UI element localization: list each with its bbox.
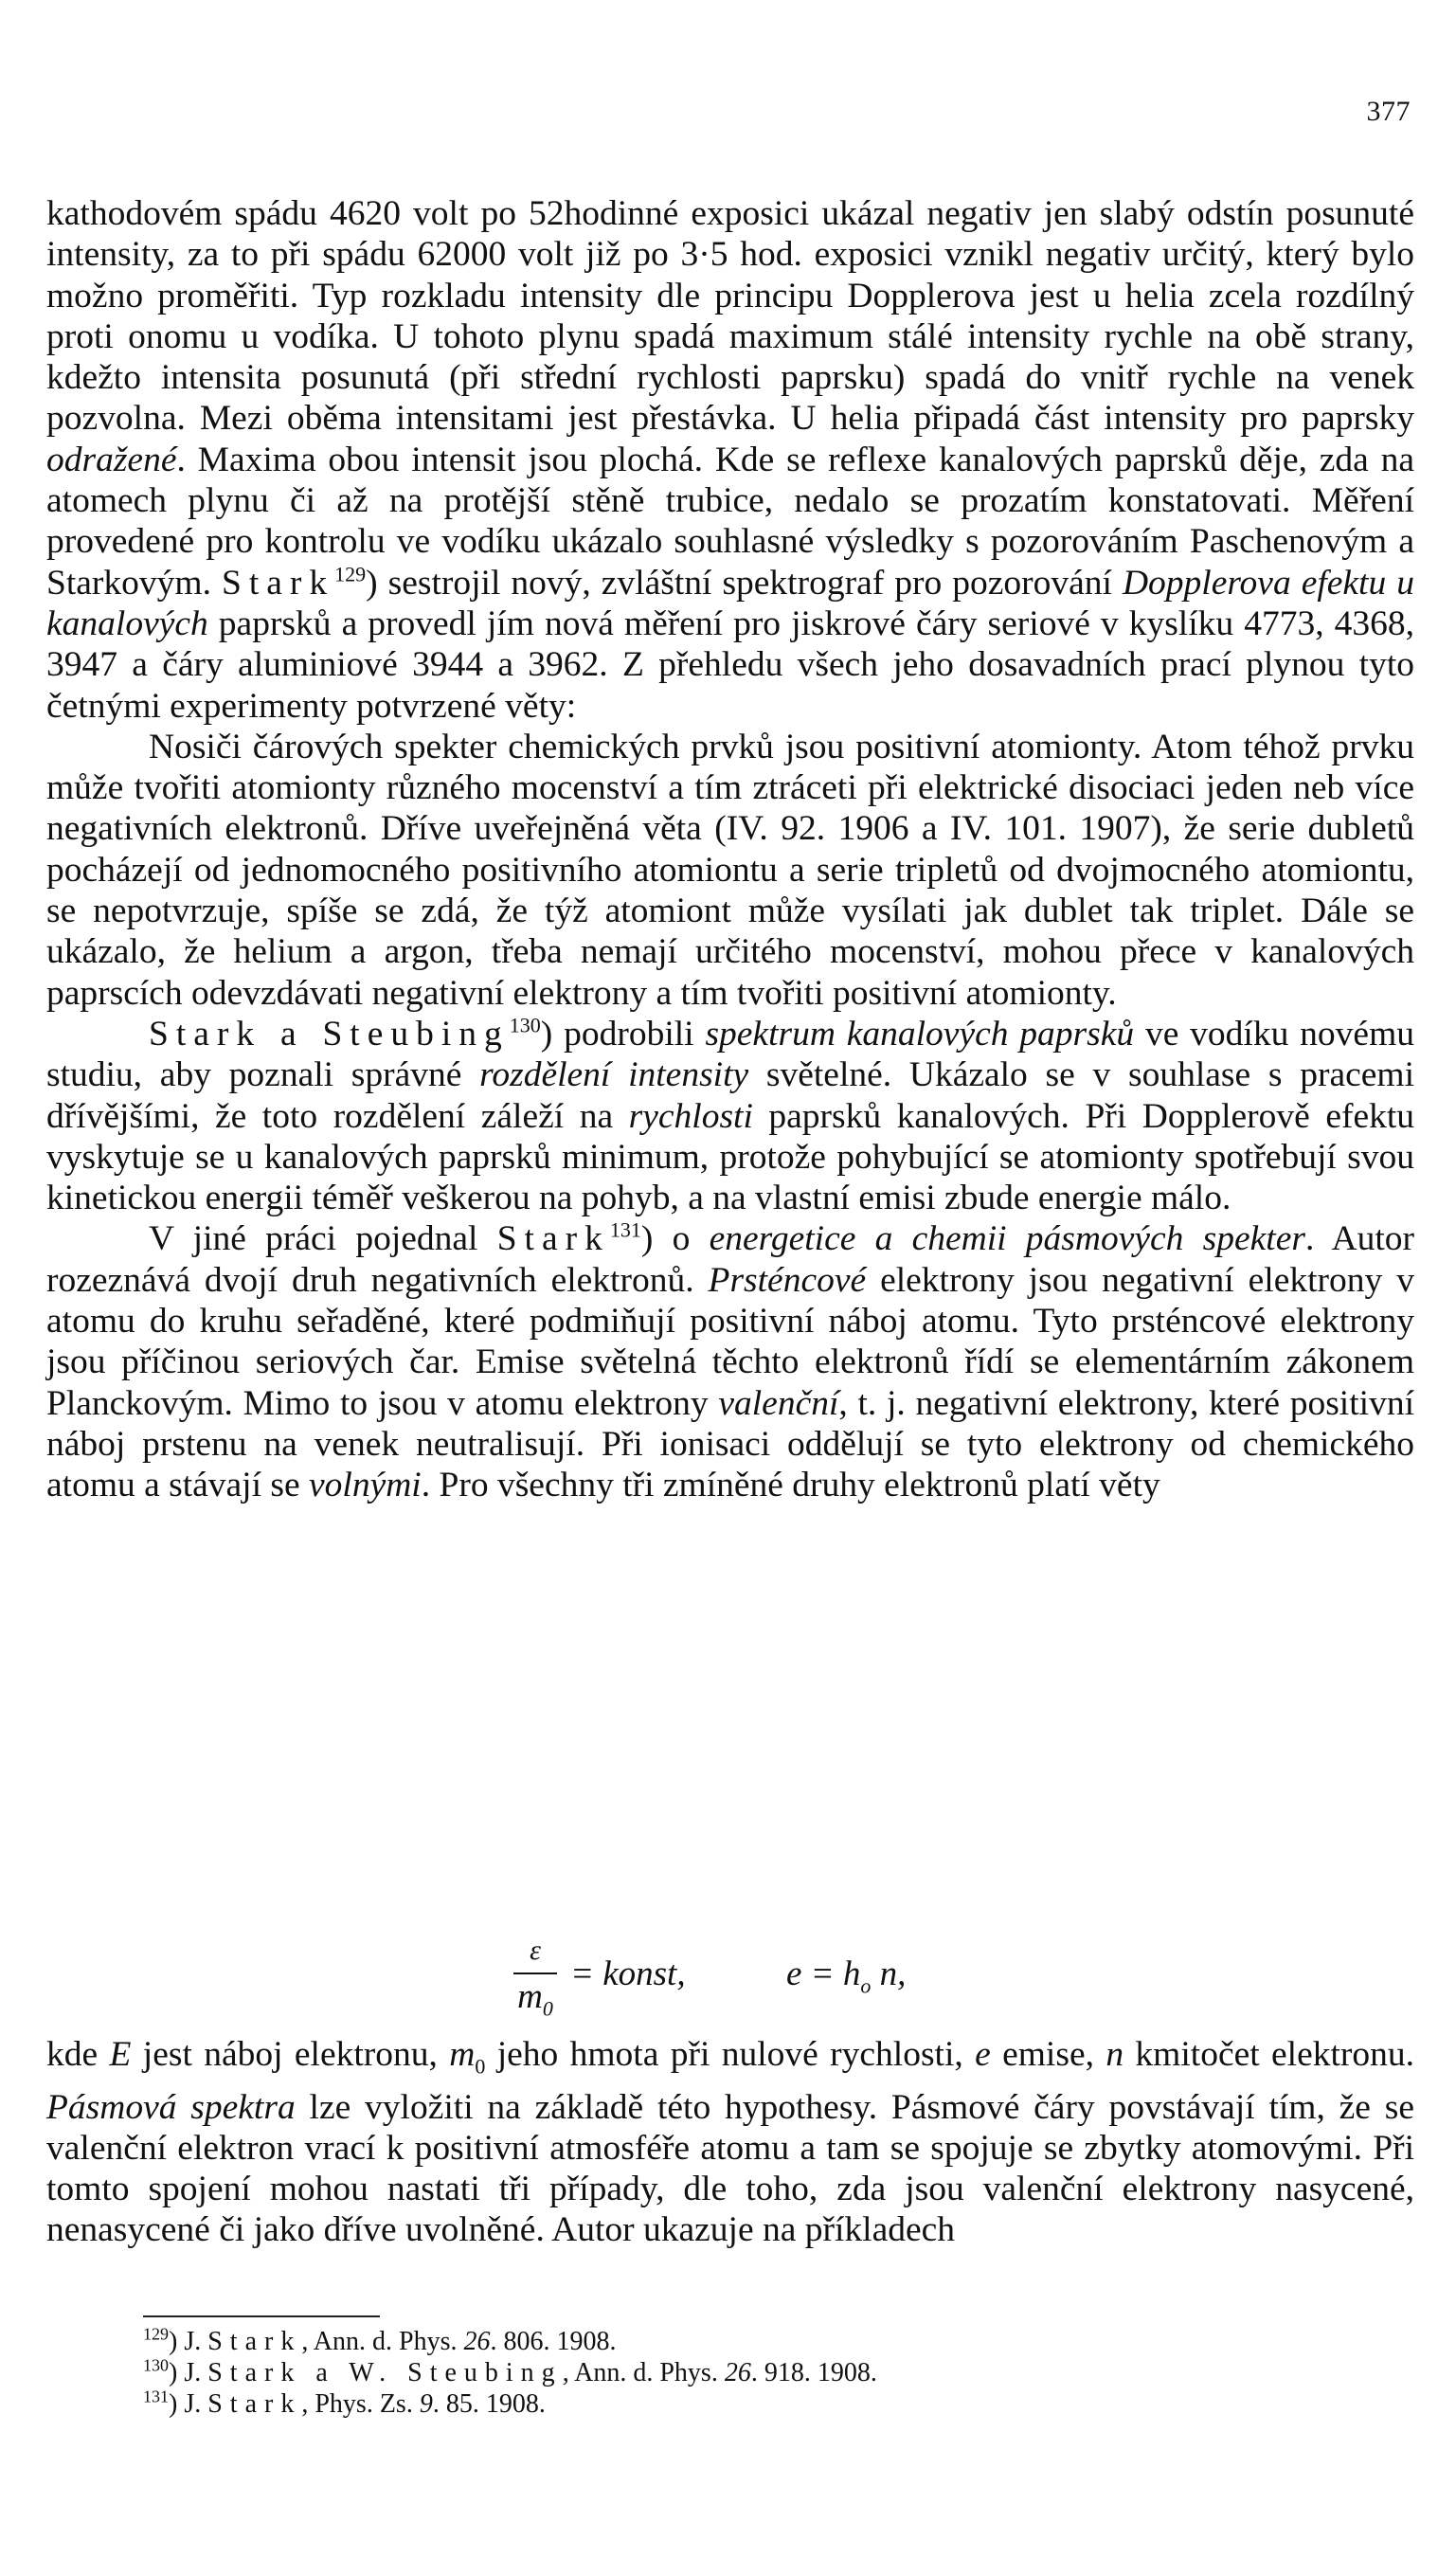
footnote-number: 130 (143, 2355, 169, 2375)
emphasis: Dopplerova efektu u kanalových (46, 563, 1414, 643)
emphasis: odražené (46, 440, 177, 479)
footnote-ref: 131 (609, 1217, 641, 1242)
emphasis: valenční (718, 1383, 839, 1423)
formula-subscript: o (860, 1973, 872, 1998)
emphasis: m (449, 2035, 476, 2074)
text-run: jeho hmota při nulové rychlosti, (485, 2035, 976, 2074)
footnote-text: ) J. (169, 2358, 208, 2387)
text-run: ve vodíku novému studiu, aby poznali správné (46, 1014, 1414, 1095)
formula-equation-2 (786, 1954, 906, 1998)
author-name: Stark (496, 1219, 610, 1259)
footnote-number: 131 (143, 2387, 169, 2406)
emphasis: e (975, 2035, 991, 2074)
footnote-author: Stark (207, 2327, 302, 2356)
paragraph-2: Nosiči čárových spekter chemických prvků jsou positivní atomionty. Atom téhož prvku může tvořiti atomionty různého mocenství a tím ztráceti při elektrické disociaci jeden neb více negativních elektronů. Dříve uveřejněná věta (IV. 92. 1906 a IV. 101. 1907), že serie dubletů pocházejí od jednomocného positivního atomiontu a serie tripletů od dvojmocného atomiontu, se nepotvrzuje, spíše se zdá, že týž atomiont může vysílati jak dublet tak triplet. Dále se ukázalo, že helium a argon, třeba nemají určitého mocenství, mohou přece v kanalových paprscích odevzdávati negativní elektrony a tím tvořiti positivní atomionty. (46, 727, 1414, 1013)
footnote-ref: 130 (509, 1013, 541, 1037)
footnote-text: , Ann. d. Phys. (562, 2358, 725, 2387)
footnote-number: 129 (143, 2324, 169, 2344)
text-run: emise, (990, 2035, 1106, 2074)
text-run: jest náboj elektronu, (131, 2035, 450, 2074)
footnote (143, 2357, 1375, 2388)
text-run: paprsků kanalových. Při Dopplerově efektu vyskytuje se u kanalových paprsků minimum, protože pohybující se atomionty spotřebují svou kinetickou energii téměř veškerou na pohyb, a na vlastní emisi zbude energie málo. (46, 1096, 1415, 1218)
footnotes (143, 2326, 1375, 2420)
footnote-volume: 26 (724, 2358, 751, 2387)
footnote (143, 2388, 1375, 2420)
footnote-ref: 129 (334, 562, 367, 586)
emphasis: energetice a chemii pásmových spekter (709, 1219, 1305, 1259)
fraction-bar (513, 1973, 557, 1974)
formula-part: e = h (786, 1955, 861, 1993)
paragraph-4 (46, 1218, 1414, 1505)
emphasis: spektrum kanalových paprsků (705, 1014, 1135, 1054)
text-run: . Autor rozeznává dvojí druh negativních elektronů. (46, 1219, 1414, 1300)
emphasis: Pásmová spektra (46, 2087, 296, 2127)
emphasis: volnými (309, 1466, 422, 1505)
text-run: . Pro všechny tři zmíněné druhy elektronů platí věty (421, 1466, 1160, 1505)
text-run: světelné. Ukázalo se v souhlase s pracemi dřívějšími, že toto rozdělení záleží na (46, 1055, 1415, 1136)
footnote-text: ) J. (169, 2389, 208, 2419)
paragraph-3 (46, 1014, 1414, 1218)
emphasis: n (1105, 2035, 1124, 2074)
footnote-volume: 9 (419, 2389, 433, 2419)
footnote-author: Stark (207, 2389, 302, 2419)
footnote-text: ) J. (169, 2327, 208, 2356)
text-run: lze vyložiti na základě této hypothesy. Pásmové čáry povstávají tím, že se valenční elektron vrací k positivní atmosféře atomu a tam se spojuje se zbytky atomovými. Při tomto spojení mohou nastati tři případy, dle toho, zda jsou valenční elektrony nasycené, nenasycené či jako dříve uvolněné. Autor ukazuje na příkladech (46, 2087, 1414, 2250)
footnote-text: . 85. 1908. (432, 2389, 546, 2419)
formula-equation-1: = konst, (570, 1955, 686, 1993)
paragraph-5 (46, 2034, 1414, 2251)
footnote-text: . 806. 1908. (490, 2327, 617, 2356)
text-run: kathodovém spádu 4620 volt po 52hodinné exposici ukázal negativ jen slabý odstín posunuté intensity, za to při spádu 62000 volt již po 3·5 hod. exposici vznikl negativ určitý, který bylo možno proměřiti. Typ rozkladu intensity dle principu Dopplerova jest u helia zcela rozdílný proti onomu u vodíka. U tohoto plynu spadá maximum stálé intensity rychle na obě strany, kdežto intensita posunutá (při střední rychlosti paprsku) spadá do vnitř rychle na venek pozvolna. Mezi oběma intensitami jest přestávka. U helia připadá část intensity pro paprsky (46, 194, 1414, 439)
footnote (143, 2326, 1375, 2357)
subscript: 0 (475, 2054, 486, 2079)
text-run: kmitočet elektronu. (1123, 2035, 1414, 2074)
text-run: paprsků a provedl jím nová měření pro jiskrové čáry seriové v kyslíku 4773, 4368, 3947 a čáry aluminiové 3944 a 3962. Z přehledu všech jeho dosavadních prací plynou tyto četnými experimenty potvrzené věty: (46, 603, 1414, 726)
fraction-denominator (512, 1977, 559, 2021)
emphasis: E (109, 2035, 132, 2074)
formula (512, 1933, 1080, 2027)
emphasis: Prsténcové (708, 1260, 867, 1300)
denominator-symbol: m (517, 1977, 543, 2016)
text-run: V jiné práci pojednal (149, 1219, 497, 1259)
text-run: ) sestrojil nový, zvláštní spektrograf pro pozorování (366, 563, 1123, 603)
fraction (512, 1933, 559, 2021)
footnote-volume: 26 (463, 2327, 491, 2356)
denominator-subscript: 0 (542, 1996, 553, 2021)
footnote-text: , Ann. d. Phys. (301, 2327, 464, 2356)
footnote-divider (143, 2315, 380, 2317)
author-name: Stark (221, 563, 335, 603)
text-run: . Maxima obou intensit jsou plochá. Kde se reflexe kanalových paprsků děje, zda na atomech plynu či až na protější stěně trubice, nedalo se prozatím konstatovati. Měření provedené pro kontrolu ve vodíku ukázalo souhlasné výsledky s pozorováním Paschenovým a Starkovým. (46, 440, 1414, 603)
emphasis: rozdělení intensity (479, 1055, 749, 1095)
author-name: Stark a Steubing (149, 1014, 510, 1054)
paragraph-1 (46, 193, 1414, 727)
page-number: 377 (1366, 96, 1411, 127)
text-run: kde (46, 2035, 110, 2074)
main-text (46, 193, 1414, 1506)
emphasis: rychlosti (628, 1096, 753, 1136)
text-run: , t. j. negativní elektrony, které positivní náboj prstenu na venek neutralisují. Při ionisaci oddělují se tyto elektrony od chemického atomu a stávají se (46, 1383, 1414, 1505)
footnote-text: . 918. 1908. (750, 2358, 877, 2387)
formula-part: n, (871, 1955, 907, 1993)
text-run: elektrony jsou negativní elektrony v atomu do kruhu seřaděné, které podmiňují positivní náboj atomu. Tyto prsténcové elektrony jsou příčinou seriových čar. Emise světelná těchto elektronů řídí se elementárním zákonem Planckovým. Mimo to jsou v atomu elektrony (46, 1260, 1414, 1423)
footnote-author: Stark a W. Steubing (207, 2358, 563, 2387)
text-run: ) podrobili (540, 1014, 706, 1054)
text-run: ) o (640, 1219, 710, 1259)
footnote-text: , Phys. Zs. (301, 2389, 420, 2419)
fraction-numerator: ε (530, 1935, 541, 1966)
